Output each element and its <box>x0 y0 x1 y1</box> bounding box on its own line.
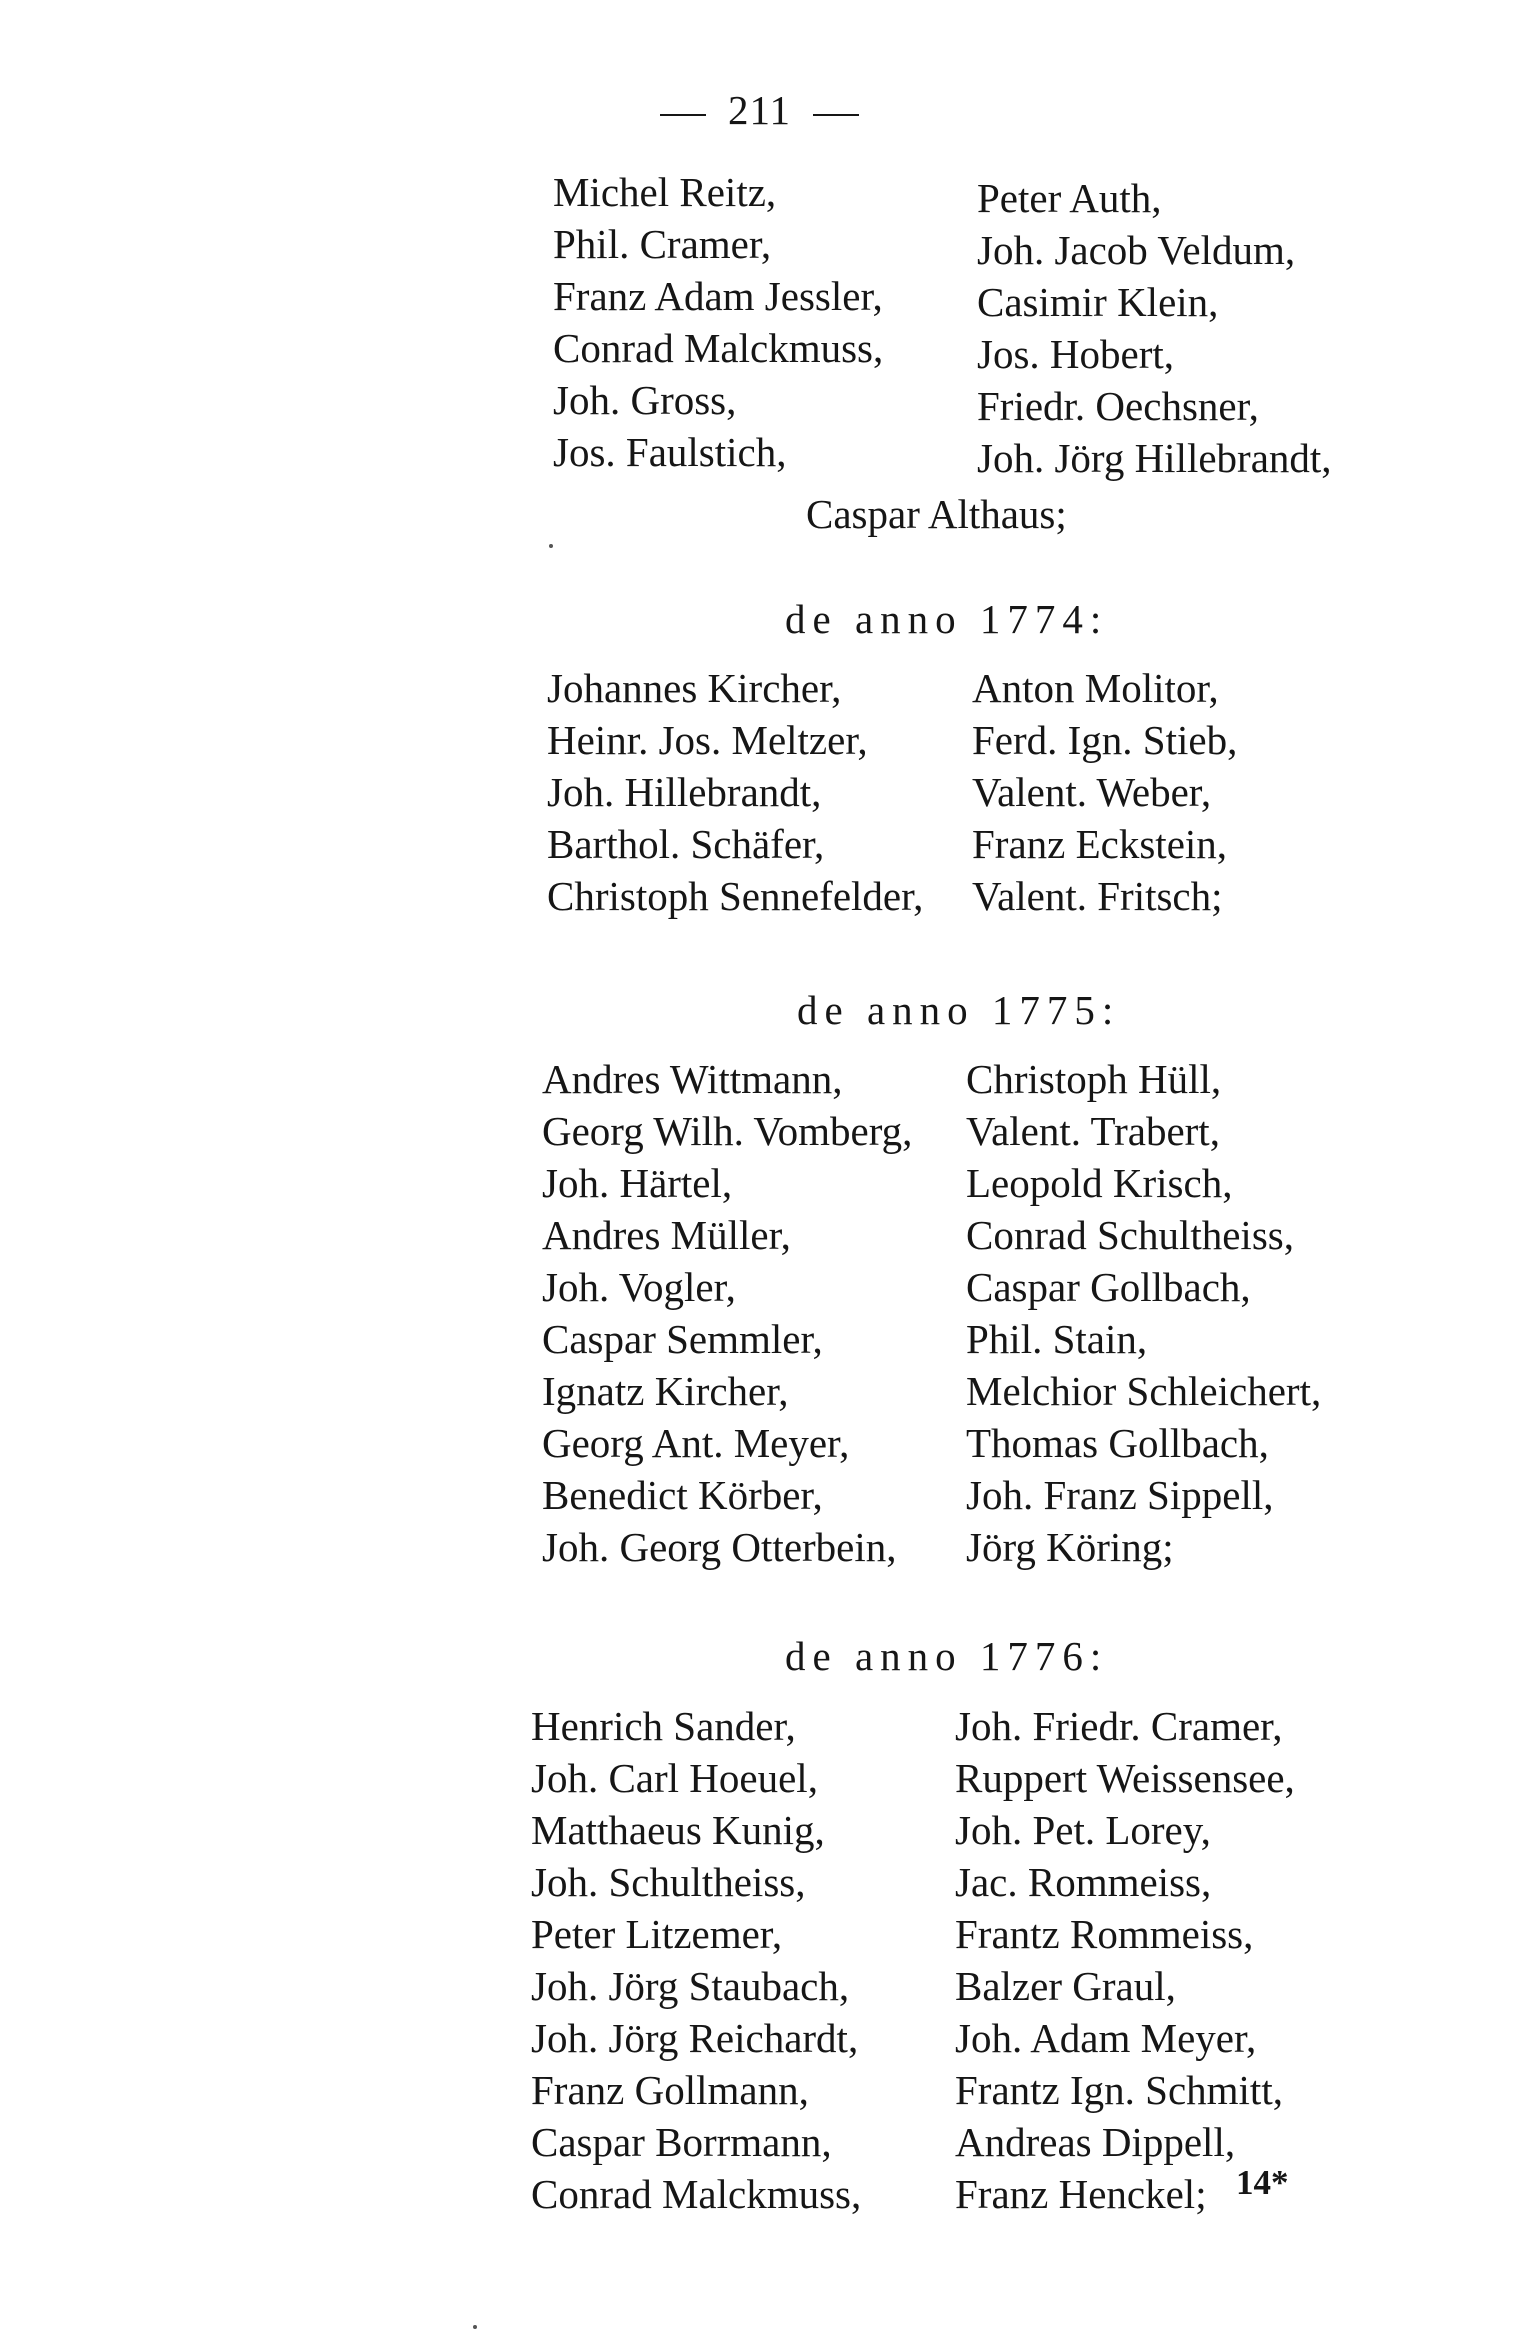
name-entry: Joh. Georg Otterbein, <box>542 1524 897 1570</box>
name-entry: Michel Reitz, <box>553 169 777 215</box>
name-entry: Joh. Carl Hoeuel, <box>531 1755 818 1801</box>
name-entry: Caspar Borrmann, <box>531 2119 832 2165</box>
name-entry: Joh. Jacob Veldum, <box>977 227 1296 273</box>
name-entry: Frantz Ign. Schmitt, <box>955 2067 1283 2113</box>
name-entry: Valent. Weber, <box>972 769 1212 815</box>
name-entry: Joh. Härtel, <box>542 1160 733 1206</box>
name-entry: Joh. Jörg Reichardt, <box>531 2015 859 2061</box>
name-entry: Phil. Stain, <box>966 1316 1148 1362</box>
left-dash <box>660 114 706 116</box>
name-entry: Caspar Gollbach, <box>966 1264 1251 1310</box>
section-1776-right-column <box>955 1700 1295 2220</box>
name-entry: Franz Adam Jessler, <box>553 273 883 319</box>
name-entry: Joh. Adam Meyer, <box>955 2015 1257 2061</box>
name-entry: Joh. Pet. Lorey, <box>955 1807 1211 1853</box>
name-entry: Frantz Rommeiss, <box>955 1911 1254 1957</box>
name-entry: Phil. Cramer, <box>553 221 772 267</box>
name-entry: Valent. Trabert, <box>966 1108 1220 1154</box>
name-entry: Christoph Sennefelder, <box>547 873 924 919</box>
name-entry: Andreas Dippell, <box>955 2119 1236 2165</box>
signature-mark: 14* <box>1236 2163 1289 2202</box>
name-entry: Joh. Vogler, <box>542 1264 736 1310</box>
name-entry: Anton Molitor, <box>972 665 1219 711</box>
name-entry: Georg Wilh. Vomberg, <box>542 1108 913 1154</box>
name-entry: Conrad Malckmuss, <box>531 2171 862 2217</box>
name-entry: Franz Eckstein, <box>972 821 1228 867</box>
section-1775-heading: de anno 1775: <box>797 987 1121 1033</box>
page-number <box>0 86 1525 134</box>
section-0-closing-name: Caspar Althaus; <box>806 491 1067 537</box>
name-entry: Barthol. Schäfer, <box>547 821 825 867</box>
name-entry: Andres Müller, <box>542 1212 791 1258</box>
name-entry: Peter Auth, <box>977 175 1162 221</box>
name-entry: Friedr. Oechsner, <box>977 383 1259 429</box>
name-entry: Joh. Hillebrandt, <box>547 769 822 815</box>
name-entry: Matthaeus Kunig, <box>531 1807 825 1853</box>
name-entry: Franz Henckel; <box>955 2171 1207 2217</box>
name-entry: Georg Ant. Meyer, <box>542 1420 850 1466</box>
name-entry: Jac. Rommeiss, <box>955 1859 1212 1905</box>
name-entry: Joh. Schultheiss, <box>531 1859 806 1905</box>
ink-speck <box>473 2325 477 2329</box>
section-1774-left-column <box>547 662 923 922</box>
section-1775-right-column <box>966 1053 1321 1573</box>
name-entry: Conrad Malckmuss, <box>553 325 884 371</box>
name-entry: Joh. Jörg Staubach, <box>531 1963 850 2009</box>
name-entry: Joh. Jörg Hillebrandt, <box>977 435 1332 481</box>
name-entry: Valent. Fritsch; <box>972 873 1223 919</box>
section-0-left-column <box>553 166 883 478</box>
section-0-right-column <box>977 172 1332 484</box>
name-entry: Caspar Semmler, <box>542 1316 823 1362</box>
section-1774-right-column <box>972 662 1237 922</box>
name-entry: Joh. Gross, <box>553 377 737 423</box>
name-entry: Andres Wittmann, <box>542 1056 843 1102</box>
name-entry: Conrad Schultheiss, <box>966 1212 1294 1258</box>
name-entry: Ignatz Kircher, <box>542 1368 789 1414</box>
name-entry: Casimir Klein, <box>977 279 1219 325</box>
name-entry: Franz Gollmann, <box>531 2067 809 2113</box>
page-number-text: 211 <box>728 87 791 133</box>
name-entry: Henrich Sander, <box>531 1703 796 1749</box>
name-entry: Benedict Körber, <box>542 1472 823 1518</box>
name-entry: Joh. Friedr. Cramer, <box>955 1703 1283 1749</box>
name-entry: Peter Litzemer, <box>531 1911 783 1957</box>
name-entry: Ferd. Ign. Stieb, <box>972 717 1238 763</box>
name-entry: Heinr. Jos. Meltzer, <box>547 717 868 763</box>
right-dash <box>813 114 859 116</box>
name-entry: Jörg Köring; <box>966 1524 1174 1570</box>
ink-speck <box>549 544 553 548</box>
section-1775-left-column <box>542 1053 912 1573</box>
name-entry: Melchior Schleichert, <box>966 1368 1322 1414</box>
name-entry: Ruppert Weissensee, <box>955 1755 1295 1801</box>
name-entry: Jos. Hobert, <box>977 331 1175 377</box>
name-entry: Joh. Franz Sippell, <box>966 1472 1274 1518</box>
name-entry: Balzer Graul, <box>955 1963 1176 2009</box>
name-entry: Johannes Kircher, <box>547 665 842 711</box>
name-entry: Leopold Krisch, <box>966 1160 1233 1206</box>
section-1776-heading: de anno 1776: <box>785 1633 1109 1679</box>
name-entry: Thomas Gollbach, <box>966 1420 1269 1466</box>
section-1774-heading: de anno 1774: <box>785 596 1109 642</box>
name-entry: Jos. Faulstich, <box>553 429 787 475</box>
section-1776-left-column <box>531 1700 861 2220</box>
name-entry: Christoph Hüll, <box>966 1056 1222 1102</box>
